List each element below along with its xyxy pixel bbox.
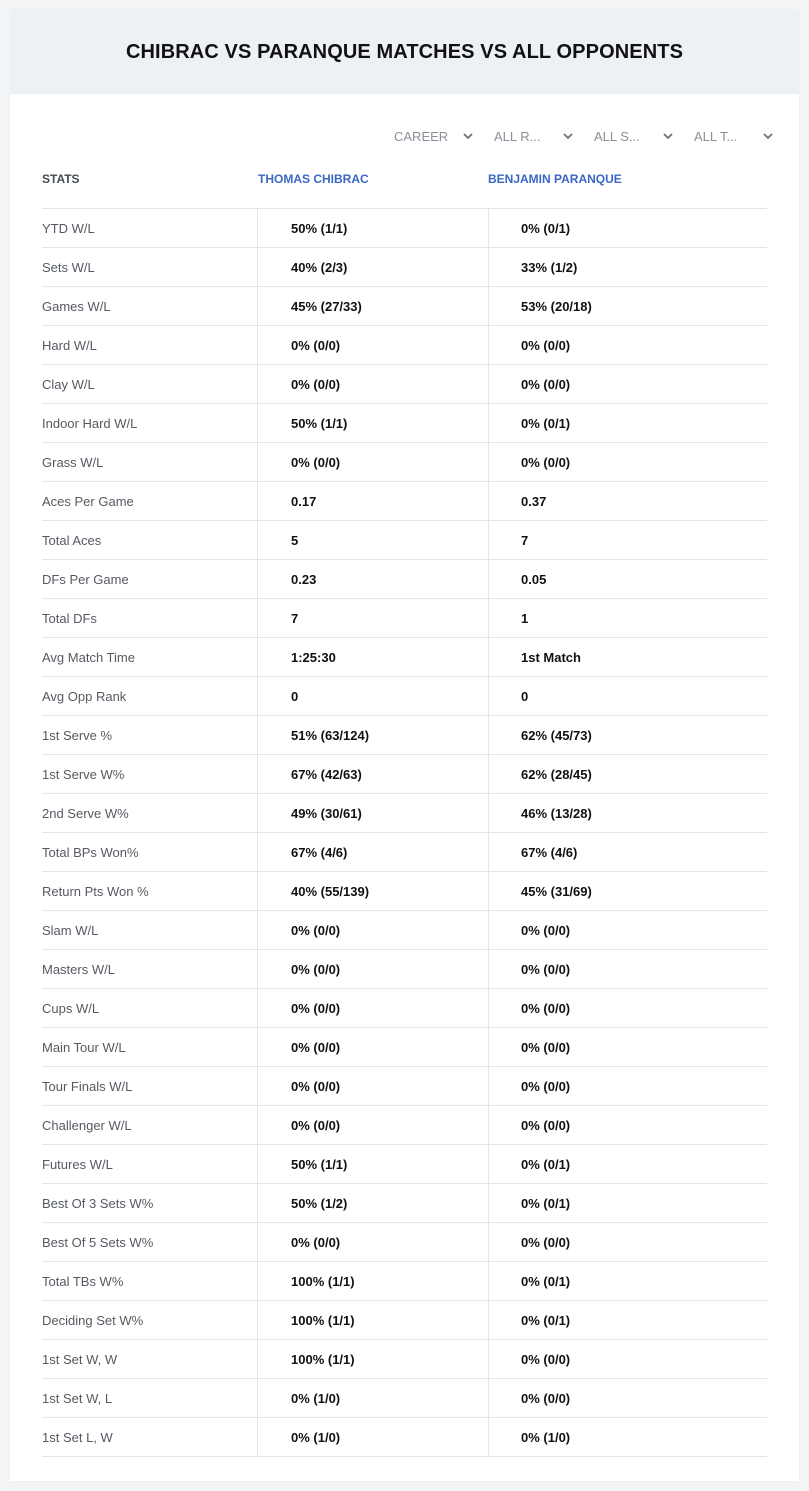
player2-value: 46% (13/28) bbox=[488, 794, 767, 832]
table-row bbox=[42, 755, 767, 794]
player2-value: 0% (0/0) bbox=[488, 1106, 767, 1144]
player2-value: 0% (0/0) bbox=[488, 1067, 767, 1105]
player1-value: 7 bbox=[257, 599, 488, 637]
player2-value: 0% (0/1) bbox=[488, 1184, 767, 1222]
player1-value: 50% (1/1) bbox=[257, 1145, 488, 1183]
stat-label: Futures W/L bbox=[42, 1156, 113, 1172]
stat-label: 1st Set W, L bbox=[42, 1390, 113, 1406]
table-row bbox=[42, 638, 767, 677]
player1-value: 40% (55/139) bbox=[257, 872, 488, 910]
table-row bbox=[42, 1028, 767, 1067]
table-row bbox=[42, 1067, 767, 1106]
table-row bbox=[42, 560, 767, 599]
table-row bbox=[42, 950, 767, 989]
chevron-down-icon bbox=[562, 130, 574, 142]
stat-label: Return Pts Won % bbox=[42, 883, 149, 899]
player2-value: 0% (0/1) bbox=[488, 1262, 767, 1300]
stat-label: Best Of 5 Sets W% bbox=[42, 1234, 154, 1250]
stat-label: Total DFs bbox=[42, 610, 97, 626]
player2-value: 0% (0/0) bbox=[488, 950, 767, 988]
player2-value: 7 bbox=[488, 521, 767, 559]
player1-value: 0% (0/0) bbox=[257, 326, 488, 364]
table-row bbox=[42, 443, 767, 482]
table-row bbox=[42, 521, 767, 560]
stat-label: 1st Set L, W bbox=[42, 1429, 113, 1445]
player1-value: 45% (27/33) bbox=[257, 287, 488, 325]
player1-value: 1:25:30 bbox=[257, 638, 488, 676]
filter-period-select[interactable] bbox=[384, 127, 484, 145]
table-row bbox=[42, 365, 767, 404]
player1-value: 40% (2/3) bbox=[257, 248, 488, 286]
table-row bbox=[42, 911, 767, 950]
stats-table bbox=[42, 208, 767, 1457]
stat-label: Total BPs Won% bbox=[42, 844, 139, 860]
table-row bbox=[42, 1379, 767, 1418]
player1-value: 0.23 bbox=[257, 560, 488, 598]
player1-value: 5 bbox=[257, 521, 488, 559]
player2-value: 0% (0/0) bbox=[488, 1340, 767, 1378]
player2-value: 62% (45/73) bbox=[488, 716, 767, 754]
table-row bbox=[42, 1418, 767, 1457]
column-header-stats: STATS bbox=[42, 172, 80, 186]
stat-label: Cups W/L bbox=[42, 1000, 100, 1016]
player2-value: 0% (0/0) bbox=[488, 443, 767, 481]
player2-value: 62% (28/45) bbox=[488, 755, 767, 793]
player2-value: 0% (1/0) bbox=[488, 1418, 767, 1456]
table-row bbox=[42, 599, 767, 638]
stat-label: YTD W/L bbox=[42, 220, 95, 236]
table-row bbox=[42, 872, 767, 911]
table-row bbox=[42, 794, 767, 833]
table-row bbox=[42, 404, 767, 443]
chevron-down-icon bbox=[762, 130, 774, 142]
stat-label: Aces Per Game bbox=[42, 493, 134, 509]
stat-label: Main Tour W/L bbox=[42, 1039, 126, 1055]
player1-value: 67% (4/6) bbox=[257, 833, 488, 871]
player2-value: 0% (0/1) bbox=[488, 404, 767, 442]
player1-value: 0% (1/0) bbox=[257, 1418, 488, 1456]
table-row bbox=[42, 326, 767, 365]
chevron-down-icon bbox=[462, 130, 474, 142]
player1-value: 0% (0/0) bbox=[257, 1223, 488, 1261]
player1-value: 50% (1/1) bbox=[257, 209, 488, 247]
table-row bbox=[42, 248, 767, 287]
filter-label: CAREER bbox=[394, 128, 449, 144]
player2-value: 0% (0/0) bbox=[488, 989, 767, 1027]
stat-label: Slam W/L bbox=[42, 922, 99, 938]
stat-label: Masters W/L bbox=[42, 961, 115, 977]
column-header-player2-link[interactable]: BENJAMIN PARANQUE bbox=[488, 172, 622, 186]
card-header bbox=[10, 10, 799, 94]
chevron-down-icon bbox=[662, 130, 674, 142]
player1-value: 0% (0/0) bbox=[257, 365, 488, 403]
player1-value: 0% (0/0) bbox=[257, 1067, 488, 1105]
filter-bar bbox=[384, 127, 784, 145]
table-row bbox=[42, 716, 767, 755]
table-row bbox=[42, 1184, 767, 1223]
player1-value: 100% (1/1) bbox=[257, 1301, 488, 1339]
player2-value: 0% (0/0) bbox=[488, 1379, 767, 1417]
stat-label: Total Aces bbox=[42, 532, 102, 548]
player1-value: 0% (0/0) bbox=[257, 1028, 488, 1066]
player2-value: 45% (31/69) bbox=[488, 872, 767, 910]
table-row bbox=[42, 677, 767, 716]
player1-value: 0% (1/0) bbox=[257, 1379, 488, 1417]
player1-value: 51% (63/124) bbox=[257, 716, 488, 754]
player2-value: 33% (1/2) bbox=[488, 248, 767, 286]
stat-label: 1st Set W, W bbox=[42, 1351, 118, 1367]
table-row bbox=[42, 1106, 767, 1145]
stat-label: Best Of 3 Sets W% bbox=[42, 1195, 154, 1211]
player2-value: 0% (0/0) bbox=[488, 911, 767, 949]
stat-label: Tour Finals W/L bbox=[42, 1078, 133, 1094]
stat-label: Indoor Hard W/L bbox=[42, 415, 138, 431]
table-row bbox=[42, 287, 767, 326]
stat-label: Clay W/L bbox=[42, 376, 95, 392]
player1-value: 0% (0/0) bbox=[257, 989, 488, 1027]
column-header-player1-link[interactable]: THOMAS CHIBRAC bbox=[258, 172, 369, 186]
filter-label: ALL R... bbox=[494, 128, 541, 144]
player1-value: 0% (0/0) bbox=[257, 1106, 488, 1144]
player2-value: 1st Match bbox=[488, 638, 767, 676]
table-row bbox=[42, 989, 767, 1028]
stat-label: Challenger W/L bbox=[42, 1117, 132, 1133]
player1-value: 50% (1/2) bbox=[257, 1184, 488, 1222]
stat-label: Games W/L bbox=[42, 298, 111, 314]
player2-value: 0% (0/0) bbox=[488, 1223, 767, 1261]
player2-value: 0% (0/1) bbox=[488, 1301, 767, 1339]
player2-value: 0% (0/1) bbox=[488, 209, 767, 247]
stat-label: 2nd Serve W% bbox=[42, 805, 129, 821]
stat-label: DFs Per Game bbox=[42, 571, 129, 587]
filter-round-select[interactable] bbox=[484, 127, 584, 145]
stat-label: 1st Serve W% bbox=[42, 766, 125, 782]
player2-value: 0% (0/0) bbox=[488, 365, 767, 403]
table-row bbox=[42, 1262, 767, 1301]
player2-value: 0% (0/1) bbox=[488, 1145, 767, 1183]
table-row bbox=[42, 482, 767, 521]
player1-value: 100% (1/1) bbox=[257, 1340, 488, 1378]
player2-value: 0.05 bbox=[488, 560, 767, 598]
page-title: CHIBRAC VS PARANQUE MATCHES VS ALL OPPONENTS bbox=[125, 40, 684, 63]
table-row bbox=[42, 1223, 767, 1262]
player1-value: 0% (0/0) bbox=[257, 911, 488, 949]
player2-value: 0 bbox=[488, 677, 767, 715]
stat-label: Grass W/L bbox=[42, 454, 104, 470]
player2-value: 1 bbox=[488, 599, 767, 637]
player1-value: 0% (0/0) bbox=[257, 950, 488, 988]
stat-label: Avg Match Time bbox=[42, 649, 135, 665]
player1-value: 0% (0/0) bbox=[257, 443, 488, 481]
filter-surface-select[interactable] bbox=[584, 127, 684, 145]
player1-value: 50% (1/1) bbox=[257, 404, 488, 442]
stat-label: 1st Serve % bbox=[42, 727, 113, 743]
player1-value: 49% (30/61) bbox=[257, 794, 488, 832]
table-row bbox=[42, 833, 767, 872]
player1-value: 0.17 bbox=[257, 482, 488, 520]
player2-value: 0.37 bbox=[488, 482, 767, 520]
player1-value: 100% (1/1) bbox=[257, 1262, 488, 1300]
filter-label: ALL S... bbox=[594, 128, 640, 144]
player2-value: 0% (0/0) bbox=[488, 1028, 767, 1066]
table-row bbox=[42, 1340, 767, 1379]
table-row bbox=[42, 1301, 767, 1340]
filter-tournament-select[interactable] bbox=[684, 127, 784, 145]
stats-card bbox=[10, 10, 799, 1481]
stat-label: Deciding Set W% bbox=[42, 1312, 144, 1328]
player1-value: 0 bbox=[257, 677, 488, 715]
stat-label: Sets W/L bbox=[42, 259, 95, 275]
player2-value: 53% (20/18) bbox=[488, 287, 767, 325]
stat-label: Hard W/L bbox=[42, 337, 97, 353]
filter-label: ALL T... bbox=[694, 128, 738, 144]
player2-value: 0% (0/0) bbox=[488, 326, 767, 364]
player1-value: 67% (42/63) bbox=[257, 755, 488, 793]
stat-label: Total TBs W% bbox=[42, 1273, 124, 1289]
table-row bbox=[42, 209, 767, 248]
player2-value: 67% (4/6) bbox=[488, 833, 767, 871]
stat-label: Avg Opp Rank bbox=[42, 688, 127, 704]
table-row bbox=[42, 1145, 767, 1184]
